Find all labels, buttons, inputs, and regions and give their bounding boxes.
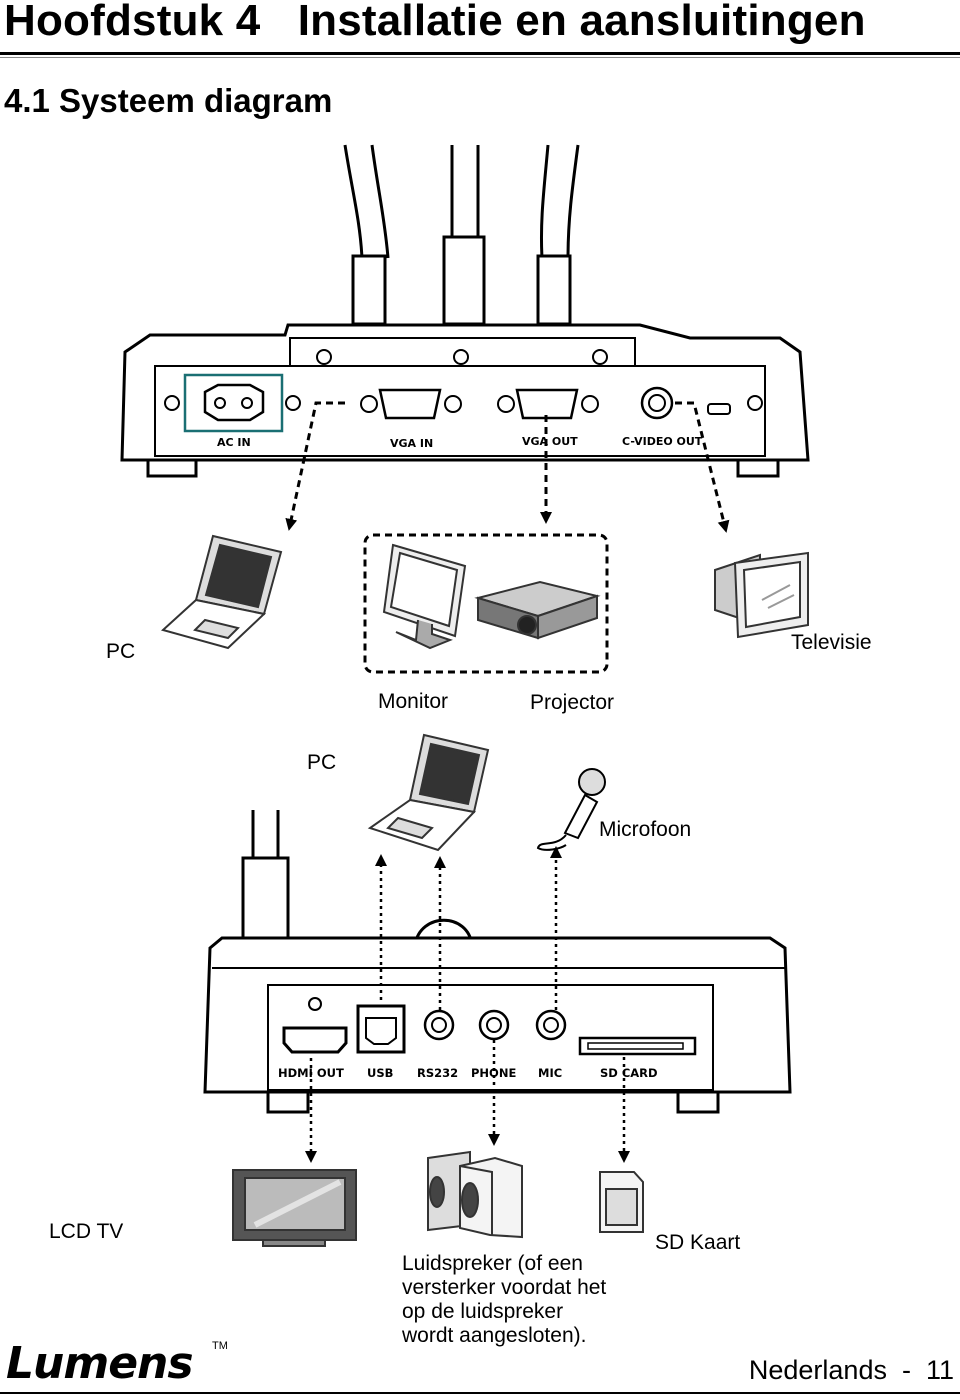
label-television: Televisie [791,631,872,654]
sd-card-icon [600,1172,643,1232]
port-label-vga-in: VGA IN [390,437,434,450]
label-lcd-tv: LCD TV [49,1220,124,1243]
projector-icon [478,582,597,638]
port-label-mic: MIC [538,1066,563,1080]
label-projector: Projector [530,691,615,714]
section-title: 4.1 Systeem diagram [4,82,333,119]
lumens-logo: Lumens [6,1338,193,1389]
page-footer: Nederlands - 11 [748,1355,954,1385]
pc-bottom-laptop-icon [370,735,488,850]
trademark-mark: TM [212,1340,228,1352]
port-label-sd-card: SD CARD [600,1066,658,1080]
port-label-rs232: RS232 [417,1066,459,1080]
microphone-icon [538,769,605,850]
label-pc-top: PC [106,640,136,663]
port-label-vga-out: VGA OUT [522,435,578,448]
speaker-icon [428,1152,522,1237]
port-label-c-video-out: C-VIDEO OUT [622,435,703,448]
television-icon [715,553,808,637]
laptop-icon [163,536,281,648]
label-speaker: Luidspreker (of een versterker voordat het op de luidspreker wordt aangesloten). [402,1252,607,1347]
label-pc-bottom: PC [307,751,337,774]
port-label-usb: USB [367,1066,394,1080]
port-label-hdmi-out: HDMI OUT [278,1066,344,1080]
label-monitor: Monitor [378,690,449,713]
port-label-ac-in: AC IN [217,436,251,449]
monitor-icon [384,545,465,648]
label-sd-card: SD Kaart [655,1231,741,1254]
chapter-title: Hoofdstuk 4 Installatie en aansluitingen [4,0,866,45]
footer-rule [0,1392,960,1394]
lcd-tv-icon [233,1170,356,1246]
top-device-illustration [122,145,808,476]
port-label-phone: PHONE [471,1066,517,1080]
label-microphone: Microfoon [599,818,692,841]
